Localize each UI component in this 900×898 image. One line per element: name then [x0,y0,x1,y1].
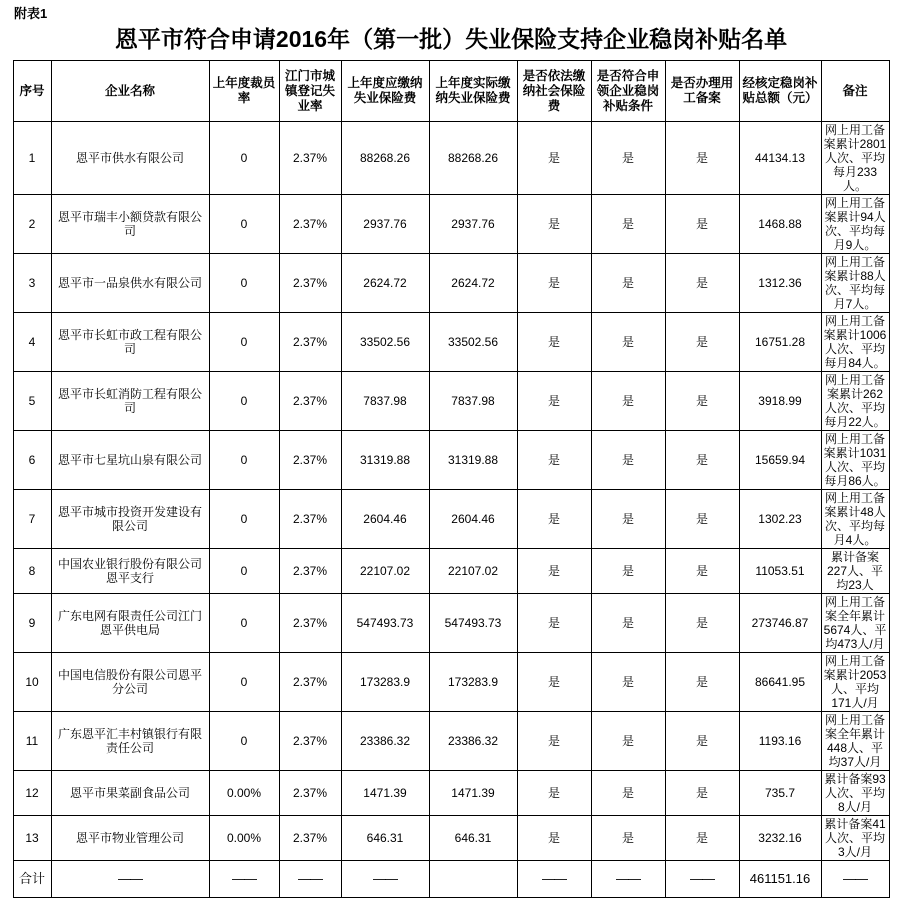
table-row [13,372,889,431]
table-row [13,195,889,254]
cell-should-pay: 2624.72 [341,254,429,313]
cell-social-insurance: 是 [517,254,591,313]
cell-should-pay: 33502.56 [341,313,429,372]
cell-social-insurance: 是 [517,195,591,254]
cell-should-pay: 2937.76 [341,195,429,254]
cell-should-pay: 88268.26 [341,122,429,195]
cell-actual-pay: 547493.73 [429,594,517,653]
cell-subsidy-amount: 735.7 [739,771,821,816]
cell-remark: 网上用工备案累计48人次、平均每月4人。 [821,490,889,549]
table-header-row [13,61,889,122]
cell-total-actual-pay [429,861,517,898]
cell-unemployment-rate: 2.37% [279,195,341,254]
cell-company-name: 恩平市供水有限公司 [51,122,209,195]
cell-employment-record: 是 [665,594,739,653]
cell-layoff-rate: 0 [209,549,279,594]
cell-layoff-rate: 0 [209,195,279,254]
column-header-layoff-rate: 上年度裁员率 [209,61,279,122]
cell-should-pay: 23386.32 [341,712,429,771]
cell-condition: 是 [591,816,665,861]
column-header-actual-pay: 上年度实际缴纳失业保险费 [429,61,517,122]
cell-company-name: 恩平市长虹市政工程有限公司 [51,313,209,372]
cell-actual-pay: 22107.02 [429,549,517,594]
cell-layoff-rate: 0 [209,122,279,195]
cell-employment-record: 是 [665,313,739,372]
cell-condition: 是 [591,195,665,254]
cell-total-should-pay: —— [341,861,429,898]
cell-employment-record: 是 [665,816,739,861]
cell-condition: 是 [591,254,665,313]
cell-condition: 是 [591,771,665,816]
cell-subsidy-amount: 3918.99 [739,372,821,431]
column-header-unemployment-rate: 江门市城镇登记失业率 [279,61,341,122]
cell-should-pay: 646.31 [341,816,429,861]
cell-condition: 是 [591,490,665,549]
subsidy-table [13,60,890,898]
cell-layoff-rate: 0.00% [209,816,279,861]
cell-seq: 1 [13,122,51,195]
cell-company-name: 恩平市长虹消防工程有限公司 [51,372,209,431]
cell-employment-record: 是 [665,490,739,549]
cell-company-name: 中国农业银行股份有限公司恩平支行 [51,549,209,594]
table-row [13,549,889,594]
cell-seq: 8 [13,549,51,594]
cell-should-pay: 22107.02 [341,549,429,594]
cell-company-name: 恩平市果菜副食品公司 [51,771,209,816]
cell-remark: 网上用工备案累计94人次、平均每月9人。 [821,195,889,254]
cell-company-name: 广东电网有限责任公司江门恩平供电局 [51,594,209,653]
table-row [13,594,889,653]
cell-seq: 6 [13,431,51,490]
cell-total-remark: —— [821,861,889,898]
cell-company-name: 广东恩平汇丰村镇银行有限责任公司 [51,712,209,771]
cell-remark: 网上用工备案全年累计448人、平均37人/月 [821,712,889,771]
cell-subsidy-amount: 273746.87 [739,594,821,653]
cell-actual-pay: 2937.76 [429,195,517,254]
cell-remark: 网上用工备案全年累计5674人、平均473人/月 [821,594,889,653]
cell-company-name: 恩平市一品泉供水有限公司 [51,254,209,313]
cell-condition: 是 [591,431,665,490]
cell-subsidy-amount: 1312.36 [739,254,821,313]
cell-remark: 累计备案93人次、平均8人/月 [821,771,889,816]
cell-actual-pay: 2624.72 [429,254,517,313]
cell-unemployment-rate: 2.37% [279,490,341,549]
cell-subsidy-amount: 11053.51 [739,549,821,594]
cell-employment-record: 是 [665,195,739,254]
cell-seq: 13 [13,816,51,861]
cell-remark: 网上用工备案累计1031人次、平均每月86人。 [821,431,889,490]
cell-layoff-rate: 0 [209,372,279,431]
cell-employment-record: 是 [665,549,739,594]
cell-unemployment-rate: 2.37% [279,254,341,313]
cell-unemployment-rate: 2.37% [279,313,341,372]
attachment-label: 附表1 [14,6,48,21]
cell-social-insurance: 是 [517,490,591,549]
cell-actual-pay: 31319.88 [429,431,517,490]
cell-company-name: 恩平市物业管理公司 [51,816,209,861]
table-row [13,490,889,549]
cell-subsidy-amount: 86641.95 [739,653,821,712]
cell-social-insurance: 是 [517,372,591,431]
cell-social-insurance: 是 [517,313,591,372]
cell-condition: 是 [591,122,665,195]
cell-social-insurance: 是 [517,712,591,771]
cell-seq: 4 [13,313,51,372]
cell-social-insurance: 是 [517,431,591,490]
cell-layoff-rate: 0 [209,254,279,313]
cell-company-name: 恩平市七星坑山泉有限公司 [51,431,209,490]
cell-layoff-rate: 0 [209,431,279,490]
cell-should-pay: 1471.39 [341,771,429,816]
cell-should-pay: 547493.73 [341,594,429,653]
cell-unemployment-rate: 2.37% [279,771,341,816]
table-row [13,122,889,195]
cell-subsidy-amount: 44134.13 [739,122,821,195]
cell-seq: 10 [13,653,51,712]
cell-seq: 2 [13,195,51,254]
cell-subsidy-amount: 1302.23 [739,490,821,549]
cell-employment-record: 是 [665,431,739,490]
cell-layoff-rate: 0 [209,594,279,653]
cell-total-subsidy-amount: 461151.16 [739,861,821,898]
cell-layoff-rate: 0 [209,490,279,549]
cell-condition: 是 [591,594,665,653]
cell-total-unemployment-rate: —— [279,861,341,898]
column-header-should-pay: 上年度应缴纳失业保险费 [341,61,429,122]
cell-total-company-name: —— [51,861,209,898]
cell-subsidy-amount: 3232.16 [739,816,821,861]
table-row [13,431,889,490]
cell-employment-record: 是 [665,254,739,313]
column-header-remark: 备注 [821,61,889,122]
cell-social-insurance: 是 [517,549,591,594]
cell-seq: 3 [13,254,51,313]
cell-total-employment-record: —— [665,861,739,898]
cell-actual-pay: 646.31 [429,816,517,861]
cell-should-pay: 173283.9 [341,653,429,712]
table-row [13,313,889,372]
cell-total-label: 合计 [13,861,51,898]
cell-unemployment-rate: 2.37% [279,122,341,195]
cell-remark: 网上用工备案累计2801人次、平均每月233人。 [821,122,889,195]
cell-unemployment-rate: 2.37% [279,594,341,653]
cell-actual-pay: 7837.98 [429,372,517,431]
cell-actual-pay: 23386.32 [429,712,517,771]
cell-remark: 网上用工备案累计2053人、平均171人/月 [821,653,889,712]
table-row [13,771,889,816]
cell-should-pay: 7837.98 [341,372,429,431]
cell-seq: 11 [13,712,51,771]
cell-condition: 是 [591,372,665,431]
table-row [13,653,889,712]
cell-condition: 是 [591,313,665,372]
cell-actual-pay: 1471.39 [429,771,517,816]
cell-subsidy-amount: 15659.94 [739,431,821,490]
cell-layoff-rate: 0 [209,712,279,771]
cell-total-layoff-rate: —— [209,861,279,898]
table-total-row [13,861,889,898]
cell-employment-record: 是 [665,122,739,195]
column-header-employment-record: 是否办理用工备案 [665,61,739,122]
cell-seq: 7 [13,490,51,549]
cell-seq: 12 [13,771,51,816]
cell-layoff-rate: 0 [209,653,279,712]
table-row [13,254,889,313]
cell-unemployment-rate: 2.37% [279,372,341,431]
cell-actual-pay: 33502.56 [429,313,517,372]
cell-company-name: 中国电信股份有限公司恩平分公司 [51,653,209,712]
page-title: 恩平市符合申请2016年（第一批）失业保险支持企业稳岗补贴名单 [114,26,788,52]
cell-should-pay: 31319.88 [341,431,429,490]
cell-employment-record: 是 [665,372,739,431]
cell-condition: 是 [591,549,665,594]
cell-employment-record: 是 [665,653,739,712]
cell-seq: 9 [13,594,51,653]
cell-unemployment-rate: 2.37% [279,549,341,594]
cell-social-insurance: 是 [517,122,591,195]
column-header-condition: 是否符合申领企业稳岗补贴条件 [591,61,665,122]
column-header-company-name: 企业名称 [51,61,209,122]
cell-subsidy-amount: 1193.16 [739,712,821,771]
cell-subsidy-amount: 1468.88 [739,195,821,254]
cell-layoff-rate: 0.00% [209,771,279,816]
cell-actual-pay: 173283.9 [429,653,517,712]
cell-unemployment-rate: 2.37% [279,712,341,771]
cell-total-social-insurance: —— [517,861,591,898]
column-header-seq: 序号 [13,61,51,122]
cell-company-name: 恩平市瑞丰小额贷款有限公司 [51,195,209,254]
cell-subsidy-amount: 16751.28 [739,313,821,372]
cell-total-condition: —— [591,861,665,898]
cell-seq: 5 [13,372,51,431]
cell-social-insurance: 是 [517,594,591,653]
cell-should-pay: 2604.46 [341,490,429,549]
cell-remark: 网上用工备案累计1006人次、平均每月84人。 [821,313,889,372]
cell-remark: 网上用工备案累计88人次、平均每月7人。 [821,254,889,313]
column-header-subsidy-amount: 经核定稳岗补贴总额（元） [739,61,821,122]
cell-condition: 是 [591,712,665,771]
cell-unemployment-rate: 2.37% [279,816,341,861]
cell-company-name: 恩平市城市投资开发建设有限公司 [51,490,209,549]
table-row [13,816,889,861]
cell-actual-pay: 88268.26 [429,122,517,195]
cell-social-insurance: 是 [517,771,591,816]
column-header-social-insurance: 是否依法缴纳社会保险费 [517,61,591,122]
cell-unemployment-rate: 2.37% [279,653,341,712]
cell-condition: 是 [591,653,665,712]
cell-remark: 累计备案227人、平均23人 [821,549,889,594]
cell-remark: 累计备案41人次、平均3人/月 [821,816,889,861]
cell-social-insurance: 是 [517,653,591,712]
cell-employment-record: 是 [665,712,739,771]
cell-layoff-rate: 0 [209,313,279,372]
table-row [13,712,889,771]
cell-remark: 网上用工备案累计262人次、平均每月22人。 [821,372,889,431]
cell-employment-record: 是 [665,771,739,816]
cell-unemployment-rate: 2.37% [279,431,341,490]
cell-social-insurance: 是 [517,816,591,861]
cell-actual-pay: 2604.46 [429,490,517,549]
